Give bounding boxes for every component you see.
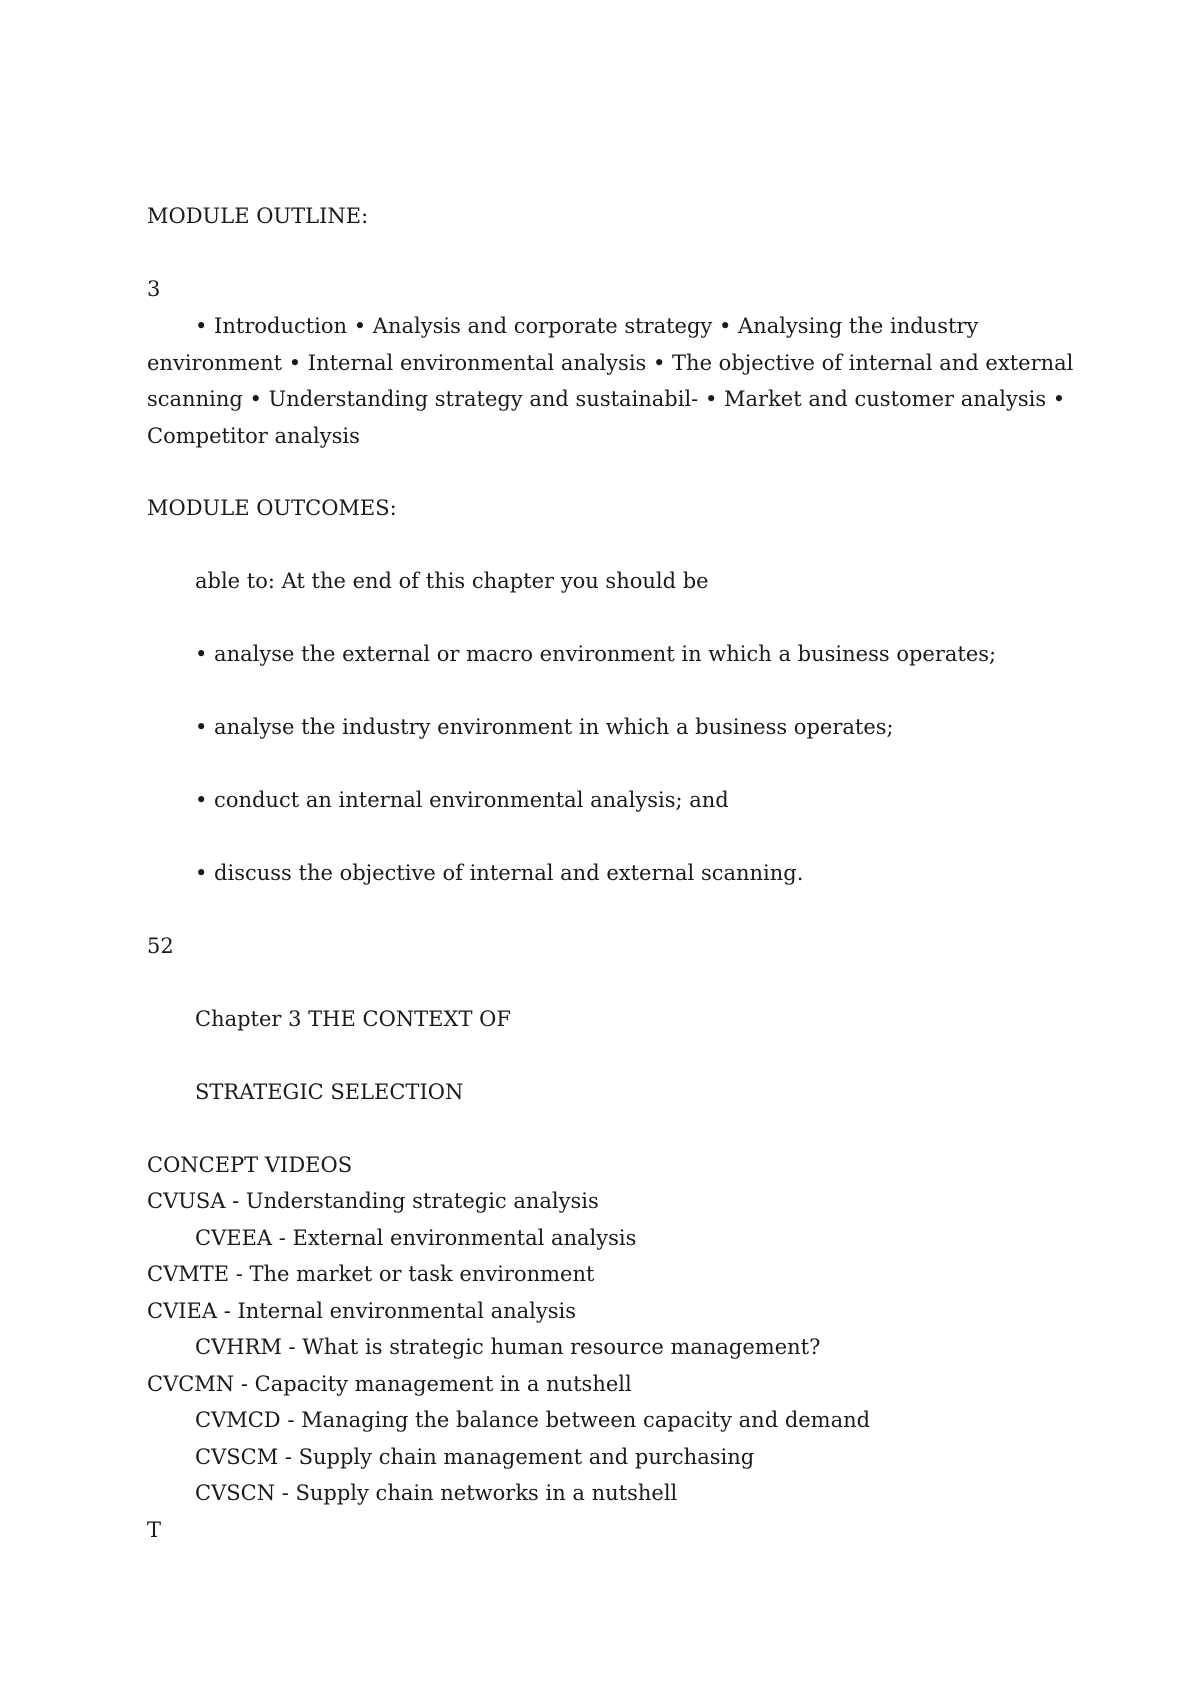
outcome-item: • conduct an internal environmental analysis; and xyxy=(195,788,729,812)
outcome-item: • discuss the objective of internal and external scanning. xyxy=(195,861,804,885)
concept-video-item: CVUSA - Understanding strategic analysis xyxy=(147,1189,599,1213)
outline-line: scanning • Understanding strategy and sustainabil- • Market and customer analysis • xyxy=(147,387,1066,411)
chapter-title-line1: Chapter 3 THE CONTEXT OF xyxy=(195,1007,511,1031)
module-outline-heading: MODULE OUTLINE: xyxy=(147,204,369,228)
concept-video-item: CVSCM - Supply chain management and purchasing xyxy=(195,1445,755,1469)
outline-paragraph xyxy=(147,308,1074,454)
outline-line: • Introduction • Analysis and corporate strategy • Analysing the industry xyxy=(195,314,979,338)
concept-video-item: CVMCD - Managing the balance between capacity and demand xyxy=(195,1408,871,1432)
outline-line: Competitor analysis xyxy=(147,423,360,448)
outcome-item: • analyse the external or macro environment in which a business operates; xyxy=(195,642,997,666)
trailing-letter: T xyxy=(147,1518,162,1542)
concept-video-item: CVEEA - External environmental analysis xyxy=(195,1226,637,1250)
chapter-number: 3 xyxy=(147,277,161,301)
page-number: 52 xyxy=(147,934,174,958)
outcome-item: • analyse the industry environment in which a business operates; xyxy=(195,715,894,739)
concept-video-item: CVIEA - Internal environmental analysis xyxy=(147,1299,577,1323)
chapter-title-line2: STRATEGIC SELECTION xyxy=(195,1080,464,1104)
module-outcomes-heading: MODULE OUTCOMES: xyxy=(147,496,397,520)
concept-video-item: CVCMN - Capacity management in a nutshell xyxy=(147,1372,632,1396)
outcomes-intro: able to: At the end of this chapter you should be xyxy=(195,569,709,593)
concept-video-item: CVMTE - The market or task environment xyxy=(147,1262,595,1286)
concept-video-item: CVSCN - Supply chain networks in a nutshell xyxy=(195,1481,678,1505)
outline-line: environment • Internal environmental analysis • The objective of internal and external xyxy=(147,350,1074,375)
concept-video-item: CVHRM - What is strategic human resource management? xyxy=(195,1335,821,1359)
concept-videos-heading: CONCEPT VIDEOS xyxy=(147,1153,353,1177)
